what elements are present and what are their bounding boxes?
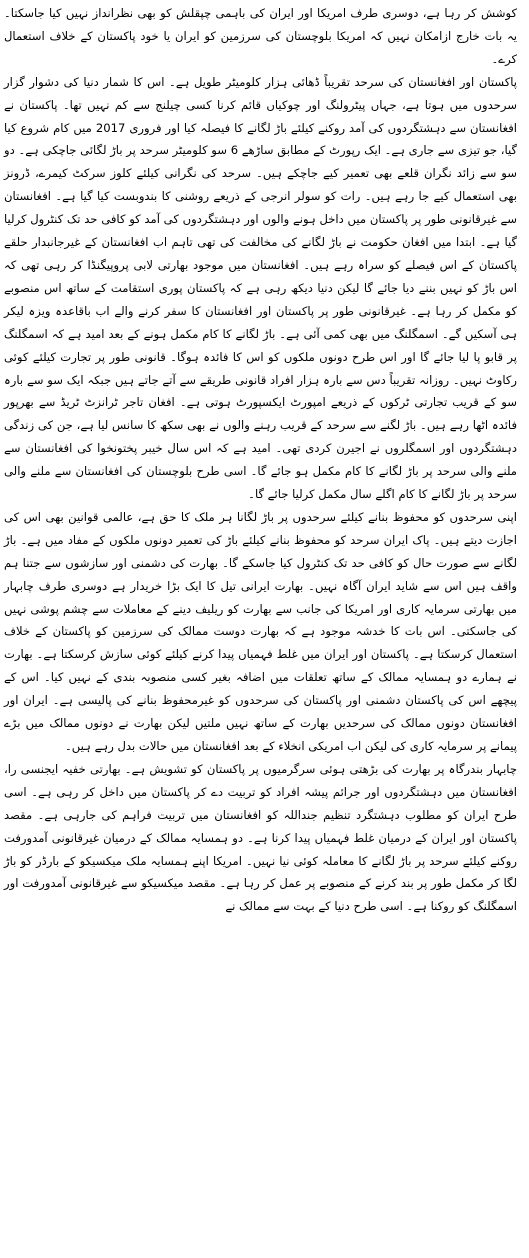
paragraph-iran-us-tension: کوشش کر رہا ہے، دوسری طرف امریکا اور ایران کی باہمی چپقلش کو بھی نظرانداز نہیں کیا جاسکتا۔ یہ بات خارج ازامکان نہیں کہ امریکا بلوچستان کی سرزمین کو ایران یا خود پاکستان کے خلاف استعمال کرے۔ — [4, 6, 517, 66]
paragraph-border-security-rights: اپنی سرحدوں کو محفوظ بنانے کیلئے سرحدوں پر باڑ لگانا ہر ملک کا حق ہے، عالمی قوانین بھی اس کی اجازت دیتے ہیں۔ پاک ایران سرحد کو محفوظ بنانے کیلئے باڑ کی تعمیر دونوں ملکوں کے مفاد میں ہے۔ باڑ لگانے سے صورت حال کو کافی حد تک کنٹرول کیا جاسکے گا۔ بھارت کی دشمنی اور سازشوں سے جتنا ہم واقف ہیں اس سے شاید ایران آگاہ نہیں۔ بھارت ایرانی تیل کا ایک بڑا خریدار ہے دوسری طرف چابہار میں بھارتی سرمایہ کاری اور امریکا کی جانب سے بھارت کو ریلیف دینے کے معاملات سے چشم پوشی نہیں کی جاسکتی۔ اس بات کا خدشہ موجود ہے کہ بھارت دوست ممالک کی سرزمین کو پاکستان کے خلاف استعمال کرسکتا ہے۔ پاکستان اور ایران میں غلط فہمیاں پیدا کرنے کیلئے کوئی سازش کرسکتا ہے۔ بھارت نے ہمارے دو ہمسایہ ممالک کے ساتھ تعلقات میں اضافہ بغیر کسی منصوبہ بندی کے نہیں کیا۔ اس کے پیچھے اس کی پاکستان دشمنی اور پاکستان کی سرحدوں کو غیرمحفوظ بنانے کی پالیسی ہے۔ ایران اور افغانستان دونوں ممالک کی سرحدیں بھارت کے ساتھ نہیں ملتیں لیکن بھارت نے دونوں ممالک میں بڑے پیمانے پر سرمایہ کاری کی لیکن اب امریکی انخلاء کے بعد افغانستان میں حالات بدل رہے ہیں۔ — [4, 509, 517, 753]
paragraph-chabahar-concerns: چابہار بندرگاہ پر بھارت کی بڑھتی ہوئی سرگرمیوں پر پاکستان کو تشویش ہے۔ بھارتی خفیہ ایجنسی را، افغانستان میں دہشتگردوں اور جرائم پیشہ افراد کو تربیت دے کر پاکستان میں داخل کر رہی ہے۔ اسی طرح ایران کو مطلوب دہشتگرد تنظیم جنداللہ کو افغانستان میں تربیت فراہم کی جارہی ہے۔ مقصد پاکستان اور ایران کے درمیان غلط فہمیاں پیدا کرنا ہے۔ دو ہمسایہ ممالک کے درمیان غیرقانونی آمدورفت روکنے کیلئے سرحد پر باڑ لگانے کا معاملہ کوئی نیا نہیں۔ امریکا اپنے ہمسایہ ملک میکسیکو کے بارڈر کو باڑ لگا کر مکمل طور پر بند کرنے کے منصوبے پر عمل کر رہا ہے۔ مقصد میکسیکو سے غیرقانونی آمدورفت اور اسمگلنگ کو روکنا ہے۔ اسی طرح دنیا کے بہت سے ممالک نے — [4, 761, 517, 914]
paragraph-afghan-border-fence: پاکستان اور افغانستان کی سرحد تقریباً ڈھائی ہزار کلومیٹر طویل ہے۔ اس کا شمار دنیا کی دشوار گزار سرحدوں میں ہوتا ہے، جہاں پیٹرولنگ اور چوکیاں قائم کرنا کسی چیلنج سے کم نہیں تھا۔ پاکستان نے افغانستان سے دہشتگردوں کی آمد روکنے کیلئے باڑ لگانے کا فیصلہ کیا اور فروری 2017 میں کام شروع کیا گیا، جو تیزی سے جاری ہے۔ ایک رپورٹ کے مطابق ساڑھے 6 سو کلومیٹر سرحد پر باڑ لگائی جاچکی ہے۔ دو سو سے زائد نگران قلعے بھی تعمیر کیے جاچکے ہیں۔ سرحد کی نگرانی کیلئے کلوز سرکٹ کیمرے، ڈرونز بھی استعمال کیے جا رہے ہیں۔ رات کو سولر انرجی کے ذریعے روشنی کا بندوبست کیا گیا ہے۔ افغانستان سے غیرقانونی طور پر پاکستان میں داخل ہونے والوں اور دہشتگردوں کی آمد کو کافی حد تک کنٹرول کرلیا گیا ہے۔ ابتدا میں افغان حکومت نے باڑ لگانے کی مخالفت کی تھی تاہم اب افغانستان کے غیرجانبدار حلقے پاکستان کے اس فیصلے کو سراہ رہے ہیں۔ افغانستان میں موجود بھارتی لابی پروپیگنڈا کر رہی تھی کہ اس باڑ کو نہیں بننے دیا جائے گا لیکن دنیا دیکھ رہی ہے کہ پاکستان پوری استقامت کے ساتھ اس منصوبے کو مکمل کر رہا ہے۔ غیرقانونی طور پر پاکستان اور افغانستان کا سفر کرنے والے اب باقاعدہ ویزہ لیکر ہی آسکیں گے۔ اسمگلنگ میں بھی کمی آئی ہے۔ باڑ لگانے کا کام مکمل ہونے کے بعد امید ہے کہ اسمگلنگ پر قابو پا لیا جائے گا اور اس طرح دونوں ملکوں کو اس کا فائدہ ہوگا۔ قانونی طور پر تجارت کیلئے کوئی رکاوٹ نہیں۔ روزانہ تقریباً دس سے بارہ ہزار افراد قانونی طریقے سے آتے جاتے ہیں جبکہ ایک سو سے بارہ سو کے قریب تجارتی ٹرکوں کے ذریعے امپورٹ ایکسپورٹ ہوتی ہے۔ افغان تاجر ٹرانزٹ ٹریڈ سے بھرپور فائدہ اٹھا رہے ہیں۔ باڑ لگنے سے سرحد کے قریب رہنے والوں نے بھی سکھ کا سانس لیا ہے، جن کی زندگی دہشتگردوں اور اسمگلروں نے اجیرن کردی تھی۔ امید ہے کہ اس سال خیبر پختونخوا کی افغانستان سے ملنے والی سرحد پر باڑ لگانے کا کام مکمل ہو جائے گا۔ اسی طرح بلوچستان کی افغانستان سے ملنے والی سرحد پر باڑ لگانے کا کام اگلے سال مکمل کرلیا جائے گا۔ — [4, 74, 518, 502]
